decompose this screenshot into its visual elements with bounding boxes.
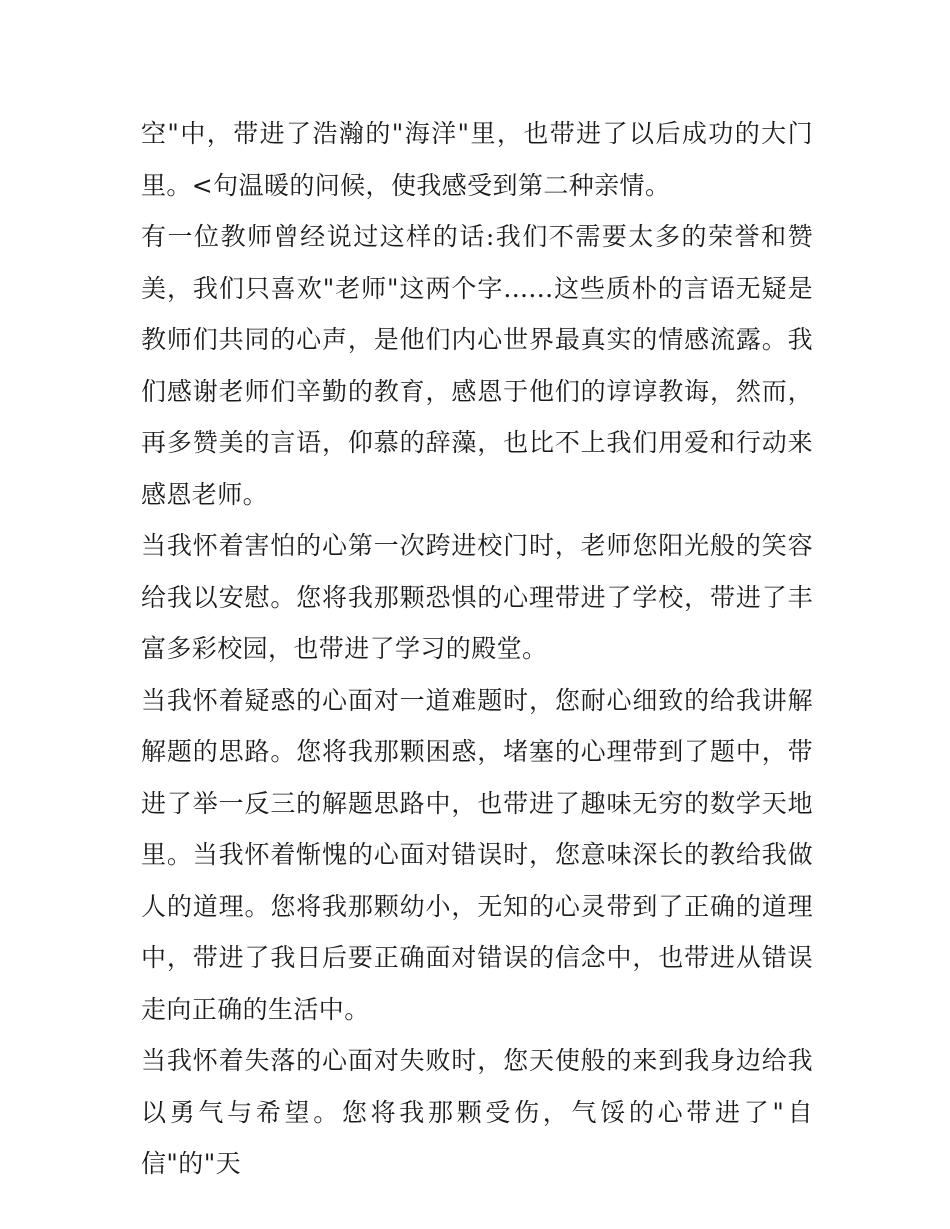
paragraph: 有一位教师曾经说过这样的话:我们不需要太多的荣誉和赞美，我们只喜欢"老师"这两个字......这些质朴的言语无疑是教师们共同的心声，是他们内心世界最真实的情感流露。我们感谢老师们辛勤的教育，感恩于他们的谆谆教诲，然而，再多赞美的言语，仰慕的辞藻，也比不上我们用爱和行动来感恩老师。: [141, 222, 813, 509]
paragraph: 空"中，带进了浩瀚的"海洋"里，也带进了以后成功的大门里。<句温暖的问候，使我感受到第二种亲情。: [141, 119, 813, 200]
paragraph: 当我怀着疑惑的心面对一道难题时，您耐心细致的给我讲解解题的思路。您将我那颗困惑，堵塞的心理带到了题中，带进了举一反三的解题思路中，也带进了趣味无穷的数学天地里。当我怀着惭愧的心面对错误时，您意味深长的教给我做人的道理。您将我那颗幼小，无知的心灵带到了正确的道理中，带进了我日后要正确面对错误的信念中，也带进从错误走向正确的生活中。: [141, 685, 813, 1024]
document-body: [141, 108, 813, 1190]
paragraph: 当我怀着害怕的心第一次跨进校门时，老师您阳光般的笑容给我以安慰。您将我那颗恐惧的心理带进了学校，带进了丰富多彩校园，也带进了学习的殿堂。: [141, 531, 813, 663]
paragraph: 当我怀着失落的心面对失败时，您天使般的来到我身边给我以勇气与希望。您将我那颗受伤，气馁的心带进了"自信"的"天: [141, 1046, 813, 1178]
